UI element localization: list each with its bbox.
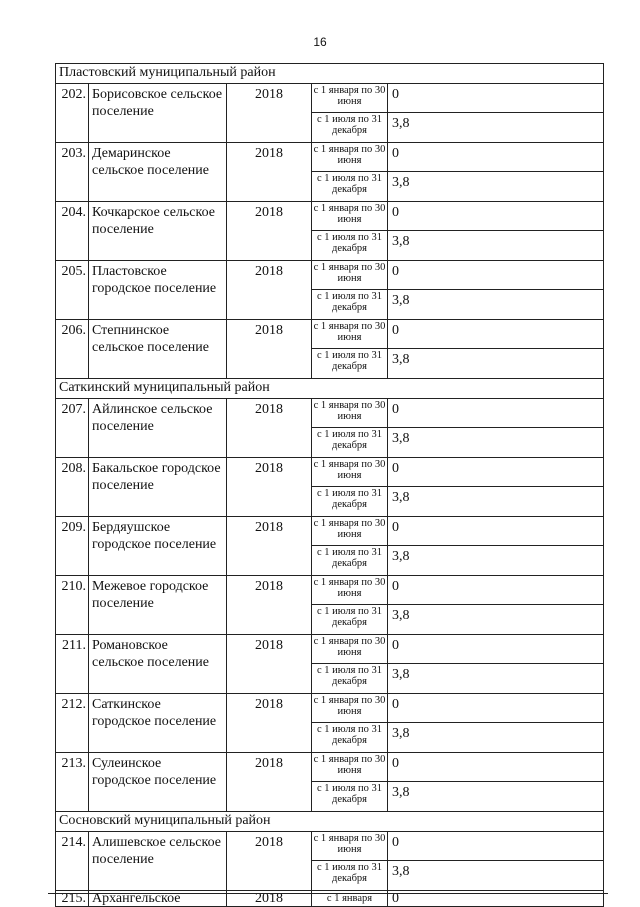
rate-first-half: 0 (388, 694, 604, 723)
period-second-half: с 1 июля по 31 декабря (312, 664, 388, 694)
settlement-name: Бакальское городское поселение (89, 458, 227, 517)
table-row (56, 576, 604, 605)
table-row (56, 84, 604, 113)
settlement-name: Алишевское сельское поселение (89, 832, 227, 891)
year-cell: 2018 (227, 694, 312, 753)
period-second-half: с 1 июля по 31 декабря (312, 172, 388, 202)
rate-first-half: 0 (388, 891, 604, 907)
rate-second-half: 3,8 (388, 172, 604, 202)
period-second-half: с 1 июля по 31 декабря (312, 487, 388, 517)
settlement-name: Айлинское сельское поселение (89, 399, 227, 458)
row-number: 203. (56, 143, 89, 202)
rate-second-half: 3,8 (388, 605, 604, 635)
year-cell: 2018 (227, 832, 312, 891)
period-first-half: с 1 января по 30 июня (312, 576, 388, 605)
row-number: 215. (56, 891, 89, 907)
year-cell: 2018 (227, 202, 312, 261)
rate-second-half: 3,8 (388, 487, 604, 517)
rate-second-half: 3,8 (388, 231, 604, 261)
period-first-half: с 1 января по 30 июня (312, 143, 388, 172)
rate-first-half: 0 (388, 261, 604, 290)
rate-second-half: 3,8 (388, 546, 604, 576)
year-cell: 2018 (227, 517, 312, 576)
settlement-name: Межевое городское поселение (89, 576, 227, 635)
settlement-name: Демаринское сельское поселение (89, 143, 227, 202)
settlement-name: Саткинское городское поселение (89, 694, 227, 753)
table-row (56, 458, 604, 487)
table-row (56, 202, 604, 231)
rate-first-half: 0 (388, 753, 604, 782)
rate-second-half: 3,8 (388, 349, 604, 379)
rate-first-half: 0 (388, 635, 604, 664)
period-first-half: с 1 января по 30 июня (312, 320, 388, 349)
row-number: 213. (56, 753, 89, 812)
period-first-half: с 1 января по 30 июня (312, 694, 388, 723)
rate-second-half: 3,8 (388, 723, 604, 753)
row-number: 214. (56, 832, 89, 891)
tariff-table (55, 63, 604, 907)
year-cell: 2018 (227, 399, 312, 458)
row-number: 204. (56, 202, 89, 261)
region-row (56, 64, 604, 84)
settlement-name: Бердяушское городское поселение (89, 517, 227, 576)
settlement-name: Степнинское сельское поселение (89, 320, 227, 379)
row-number: 207. (56, 399, 89, 458)
year-cell: 2018 (227, 143, 312, 202)
settlement-name: Сулеинское городское поселение (89, 753, 227, 812)
table-row (56, 753, 604, 782)
page-number: 16 (313, 35, 327, 49)
period-second-half: с 1 июля по 31 декабря (312, 723, 388, 753)
period-second-half: с 1 июля по 31 декабря (312, 861, 388, 891)
period-first-half: с 1 января по 30 июня (312, 399, 388, 428)
settlement-name: Кочкарское сельское поселение (89, 202, 227, 261)
year-cell: 2018 (227, 576, 312, 635)
table-row (56, 832, 604, 861)
period-first-half: с 1 января по 30 июня (312, 635, 388, 664)
page-bottom-rule (48, 893, 608, 894)
region-row (56, 379, 604, 399)
year-cell: 2018 (227, 891, 312, 907)
year-cell: 2018 (227, 753, 312, 812)
period-second-half: с 1 июля по 31 декабря (312, 231, 388, 261)
rate-second-half: 3,8 (388, 113, 604, 143)
row-number: 209. (56, 517, 89, 576)
rate-first-half: 0 (388, 458, 604, 487)
period-second-half: с 1 июля по 31 декабря (312, 782, 388, 812)
region-label: Саткинский муниципальный район (56, 379, 604, 399)
region-label: Пластовский муниципальный район (56, 64, 604, 84)
row-number: 206. (56, 320, 89, 379)
year-cell: 2018 (227, 320, 312, 379)
settlement-name: Борисовское сельское поселение (89, 84, 227, 143)
table-row (56, 517, 604, 546)
period-first-half: с 1 января по 30 июня (312, 202, 388, 231)
row-number: 210. (56, 576, 89, 635)
settlement-name: Пластовское городское поселение (89, 261, 227, 320)
year-cell: 2018 (227, 635, 312, 694)
region-row (56, 812, 604, 832)
rate-second-half: 3,8 (388, 290, 604, 320)
year-cell: 2018 (227, 261, 312, 320)
rate-first-half: 0 (388, 143, 604, 172)
row-number: 208. (56, 458, 89, 517)
period-first-half: с 1 января по 30 июня (312, 458, 388, 487)
year-cell: 2018 (227, 458, 312, 517)
table-row (56, 143, 604, 172)
period-first-half: с 1 января по 30 июня (312, 261, 388, 290)
region-label: Сосновский муниципальный район (56, 812, 604, 832)
period-first-half: с 1 января по 30 июня (312, 517, 388, 546)
period-second-half: с 1 июля по 31 декабря (312, 605, 388, 635)
row-number: 205. (56, 261, 89, 320)
row-number: 202. (56, 84, 89, 143)
rate-second-half: 3,8 (388, 861, 604, 891)
table-row (56, 320, 604, 349)
rate-first-half: 0 (388, 517, 604, 546)
period-first-half: с 1 января по 30 июня (312, 753, 388, 782)
rate-first-half: 0 (388, 399, 604, 428)
table-row (56, 261, 604, 290)
table-row (56, 399, 604, 428)
row-number: 211. (56, 635, 89, 694)
period-second-half: с 1 июля по 31 декабря (312, 546, 388, 576)
settlement-name: Архангельское (89, 891, 227, 907)
period-second-half: с 1 июля по 31 декабря (312, 290, 388, 320)
settlement-name: Романовское сельское поселение (89, 635, 227, 694)
rate-first-half: 0 (388, 576, 604, 605)
rate-second-half: 3,8 (388, 664, 604, 694)
period-first-half: с 1 января по 30 июня (312, 84, 388, 113)
table-row (56, 694, 604, 723)
period-second-half: с 1 июля по 31 декабря (312, 113, 388, 143)
rate-first-half: 0 (388, 84, 604, 113)
period-first-half: с 1 января (312, 891, 388, 907)
table-row (56, 635, 604, 664)
rate-second-half: 3,8 (388, 782, 604, 812)
rate-first-half: 0 (388, 832, 604, 861)
rate-first-half: 0 (388, 320, 604, 349)
period-second-half: с 1 июля по 31 декабря (312, 428, 388, 458)
row-number: 212. (56, 694, 89, 753)
rate-first-half: 0 (388, 202, 604, 231)
rate-second-half: 3,8 (388, 428, 604, 458)
period-first-half: с 1 января по 30 июня (312, 832, 388, 861)
period-second-half: с 1 июля по 31 декабря (312, 349, 388, 379)
year-cell: 2018 (227, 84, 312, 143)
